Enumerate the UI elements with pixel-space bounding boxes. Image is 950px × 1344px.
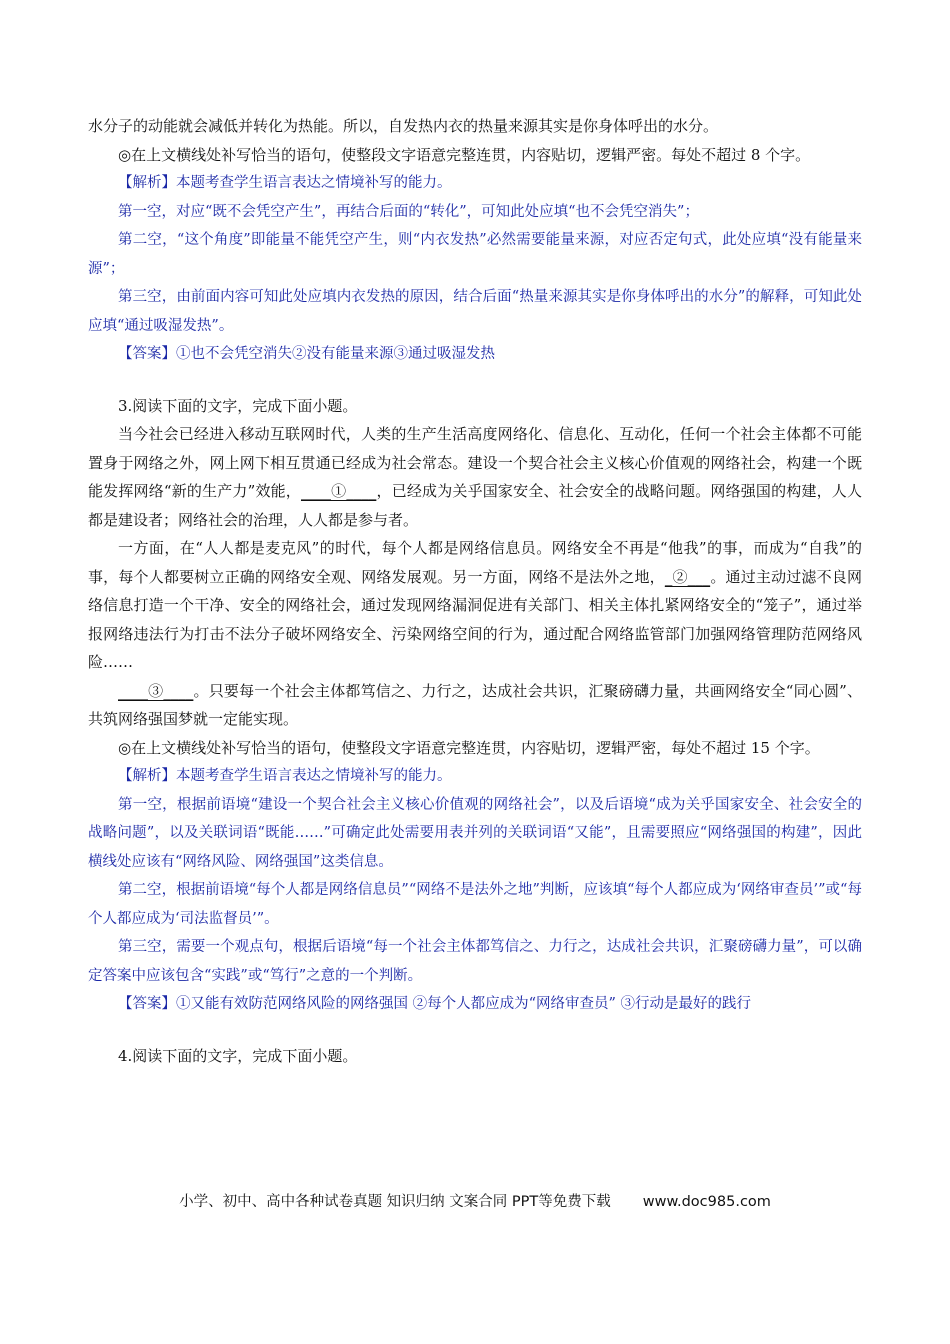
- q2-analysis-blank3: 第三空，由前面内容可知此处应填内衣发热的原因，结合后面“热量来源其实是你身体呼出的水分”的解释，可知此处应填“通过吸湿发热”。: [88, 289, 862, 334]
- q2-analysis: 【解析】本题考查学生语言表达之情境补写的能力。: [118, 175, 452, 191]
- page-footer: [0, 1190, 950, 1211]
- q2-analysis-blank2: 第二空，“这个角度”即能量不能凭空产生，则“内衣发热”必然需要能量来源，对应否定句式，此处应填“没有能量来源”；: [88, 232, 862, 277]
- q3-analysis-blank2: 第二空，根据前语境“每个人都是网络信息员”“网络不是法外之地”判断，应该填“每个人都应成为‘网络审查员’”或“每个人都应成为‘司法监督员’”。: [88, 882, 862, 927]
- q3-passage-paragraph-3: [88, 677, 862, 734]
- spacer: [88, 1019, 862, 1042]
- passage-text: 。只要每一个社会主体都笃信之、力行之，达成社会共识，汇聚磅礴力量，共画网络安全“同心圆”、共筑网络强国梦就一定能实现。: [88, 681, 862, 728]
- q2-answer: 【答案】①也不会凭空消失②没有能量来源③通过吸湿发热: [118, 346, 495, 362]
- q3-analysis-blank3: 第三空，需要一个观点句，根据后语境“每一个社会主体都笃信之、力行之，达成社会共识，汇聚磅礴力量”，可以确定答案中应该包含“实践”或“笃行”之意的一个判断。: [88, 939, 862, 984]
- footer-text: 小学、初中、高中各种试卷真题 知识归纳 文案合同 PPT等免费下载: [179, 1194, 611, 1210]
- q3-instruction: ◎在上文横线处补写恰当的语句，使整段文字语意完整连贯，内容贴切，逻辑严密，每处不超过 15 个字。: [118, 738, 820, 757]
- blank-3: ____③____: [118, 681, 194, 700]
- continued-paragraph: 水分子的动能就会减低并转化为热能。所以，自发热内衣的热量来源其实是你身体呼出的水分。: [88, 117, 719, 135]
- passage-text: 。通过主动过滤不良网络信息打造一个干净、安全的网络社会，通过发现网络漏洞促进有关部门、相关主体扎紧网络安全的“笼子”，通过举报网络违法行为打击不法分子破坏网络安全、污染网络空间的行为，通过配合网络监管部门加强网络管理防范网络风险……: [88, 567, 862, 671]
- passage-text: 当今社会已经进入移动互联网时代，人类的生产生活高度网络化、信息化、互动化，任何一个社会主体都不可能置身于网络之外，网上网下相互贯通已经成为社会常态。建设一个契合社会主义核心价值观的网络社会，构建一个既能发挥网络“新的生产力”效能，: [88, 425, 862, 500]
- passage-text: 一方面，在“人人都是麦克风”的时代，每个人都是网络信息员。网络安全不再是“他我”的事，而成为“自我”的事，每个人都要树立正确的网络安全观、网络发展观。另一方面，网络不是法外之地，: [88, 539, 862, 586]
- q3-answer: 【答案】①又能有效防范网络风险的网络强国 ②每个人都应成为“网络审查员” ③行动是最好的践行: [118, 996, 752, 1012]
- q3-analysis-blank1: 第一空，根据前语境“建设一个契合社会主义核心价值观的网络社会”，以及后语境“成为关乎国家安全、社会安全的战略问题”，以及关联词语“既能……”可确定此处需要用表并列的关联词语“又能”，且需要照应“网络强国的构建”，因此横线处应该有“网络风险、网络强国”这类信息。: [88, 796, 862, 870]
- spacer: [88, 369, 862, 392]
- q3-analysis: 【解析】本题考查学生语言表达之情境补写的能力。: [118, 768, 452, 784]
- q4-title: 4.阅读下面的文字，完成下面小题。: [118, 1046, 358, 1065]
- footer-link[interactable]: www.doc985.com: [642, 1194, 771, 1210]
- q2-analysis-blank1: 第一空，对应“既不会凭空产生”，再结合后面的“转化”，可知此处应填“也不会凭空消失”；: [118, 203, 699, 220]
- passage-text: ，已经成为关乎国家安全、社会安全的战略问题。网络强国的构建，人人都是建设者；网络社会的治理，人人都是参与者。: [88, 482, 862, 529]
- q3-title: 3.阅读下面的文字，完成下面小题。: [118, 396, 358, 415]
- q3-passage-paragraph-1: [88, 420, 862, 534]
- q3-passage-paragraph-2: [88, 534, 862, 677]
- q2-instruction: ◎在上文横线处补写恰当的语句，使整段文字语意完整连贯，内容贴切，逻辑严密。每处不超过 8 个字。: [118, 145, 811, 164]
- blank-1: ____①____: [300, 482, 377, 500]
- blank-2: _②___: [664, 567, 711, 586]
